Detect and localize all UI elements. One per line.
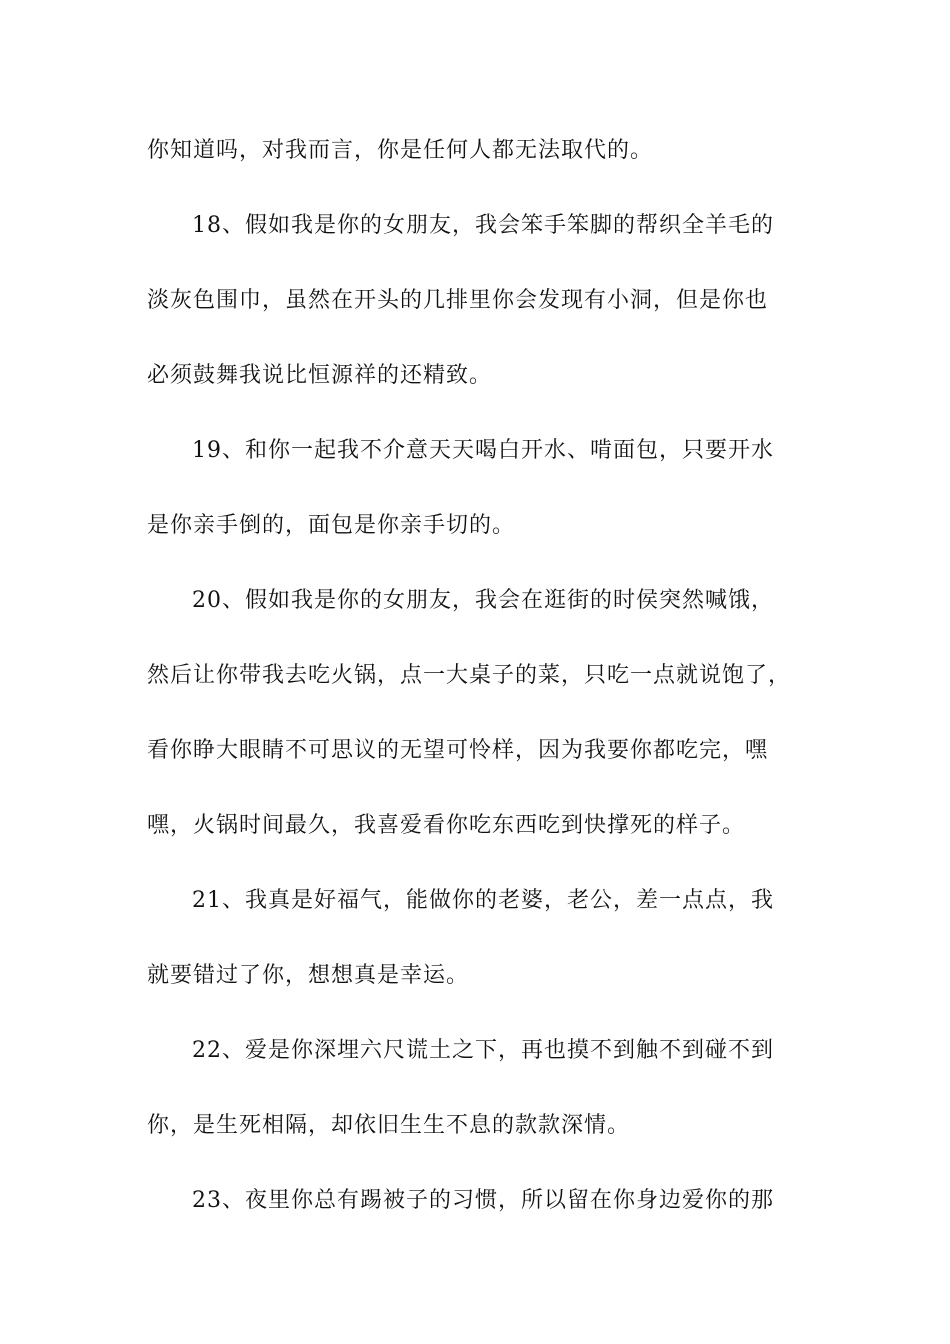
text-line: 21、我真是好福气，能做你的老婆，老公，差一点点，我 (192, 888, 774, 913)
text-line: 你，是生死相隔，却依旧生生不息的款款深情。 (147, 1113, 631, 1138)
text-line: 19、和你一起我不介意天天喝白开水、啃面包，只要开水 (192, 438, 774, 463)
text-line: 就要错过了你，想想真是幸运。 (147, 963, 470, 988)
text-line: 必须鼓舞我说比恒源祥的还精致。 (147, 363, 493, 388)
text-line: 23、夜里你总有踢被子的习惯，所以留在你身边爱你的那 (192, 1188, 774, 1213)
text-line: 18、假如我是你的女朋友，我会笨手笨脚的帮织全羊毛的 (192, 213, 774, 238)
text-line: 淡灰色围巾，虽然在开头的几排里你会发现有小洞，但是你也 (147, 288, 769, 313)
text-line: 看你睁大眼睛不可思议的无望可怜样，因为我要你都吃完，嘿 (147, 738, 769, 763)
text-line: 是你亲手倒的，面包是你亲手切的。 (147, 513, 516, 538)
text-line: 你知道吗，对我而言，你是任何人都无法取代的。 (147, 138, 654, 163)
text-line: 20、假如我是你的女朋友，我会在逛街的时侯突然喊饿， (192, 588, 774, 613)
text-line: 22、爱是你深埋六尺谎土之下，再也摸不到触不到碰不到 (192, 1038, 774, 1063)
text-line: 然后让你带我去吃火锅，点一大桌子的菜，只吃一点就说饱了， (147, 663, 792, 688)
text-line: 嘿，火锅时间最久，我喜爱看你吃东西吃到快撑死的样子。 (147, 813, 746, 838)
